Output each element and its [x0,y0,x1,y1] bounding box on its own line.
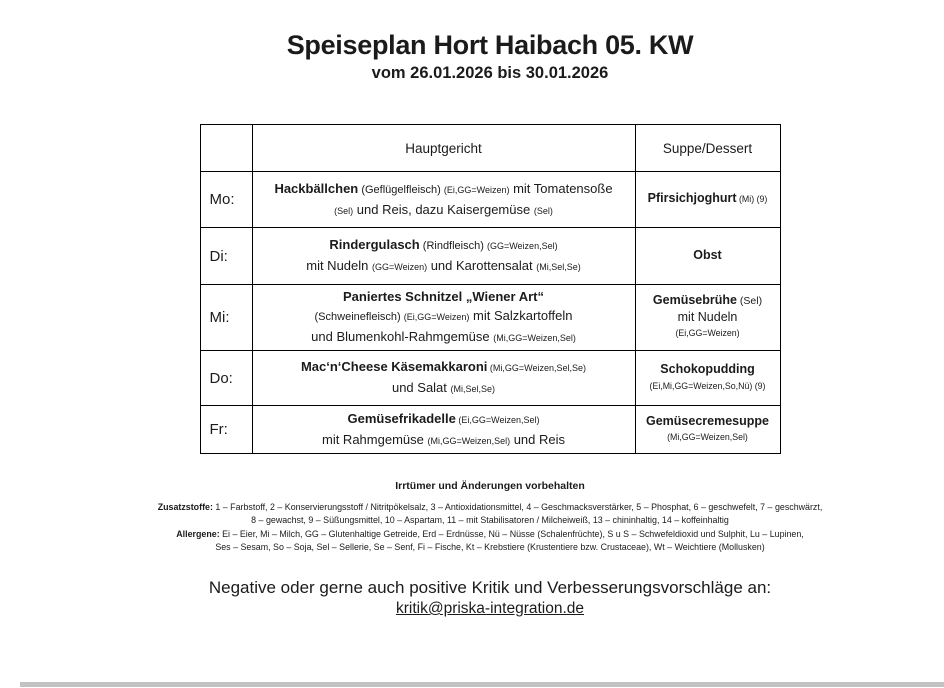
text-segment: Mac‘n‘Cheese Käsemakkaroni [300,359,488,374]
text-segment: (Mi) (9) [736,194,768,205]
horizontal-scrollbar[interactable] [20,682,944,687]
menu-line [640,325,776,342]
menu-line [640,378,776,395]
text-segment: (Schweinefleisch) [314,311,404,323]
footnote-block [36,501,944,527]
menu-line [259,430,629,451]
menu-row [200,172,780,228]
text-segment: (Sel) [533,205,553,216]
text-segment: und Karottensalat [427,258,537,273]
email-link[interactable]: kritik@priska-integration.de [395,600,585,617]
text-segment: (Geflügelfleisch) [358,183,444,196]
text-segment: (Mi,GG=Weizen,Sel) [667,432,748,442]
text-segment: und Reis [510,431,565,447]
text-segment: (Ei,GG=Weizen) [675,328,740,339]
text-segment: Pfirsichjoghurt [647,191,737,206]
page-subtitle: vom 26.01.2026 bis 30.01.2026 [371,64,609,82]
footnote-line: Zusatzstoffe: 1 – Farbstoff, 2 – Konservierungsstoff / Nitritpökelsalz, 3 – Antioxidationsmittel, 4 – Geschmacksverstärker, 5 – Phosphat, 6 – geschwefelt, 7 – geschwärzt, [157,502,823,512]
footnote-block [36,528,944,554]
footnote-line: Allergene: Ei – Eier, Mi – Milch, GG – Glutenhaltige Getreide, Erd – Erdnüsse, Nü – Nüsse (Schalenfrüchte), S u S – Schwefeldioxid und Sulphit, Lu – Lupinen, [176,529,804,539]
main-dish-cell [252,406,635,454]
header-day-cell [200,125,252,172]
day-label: Mo: [200,172,252,228]
main-dish-cell [252,172,635,228]
menu-row [200,406,780,454]
text-segment: Obst [693,248,722,263]
text-segment: Gemüsefrikadelle [347,410,456,426]
menu-line [640,310,776,326]
text-segment: und Reis, dazu Kaisergemüse [353,201,534,217]
menu-line [640,362,776,378]
day-label: Do: [200,351,252,406]
menu-line [259,306,629,327]
text-segment: (GG=Weizen) [371,262,428,272]
disclaimer-text: Irrtümer und Änderungen vorbehalten [395,480,585,492]
header-main-cell: Hauptgericht [252,125,635,172]
text-segment: Gemüsebrühe [652,293,737,308]
text-segment: (Ei,GG=Weizen,Sel) [455,414,540,425]
text-segment: und Salat [391,380,451,395]
menu-line [259,179,629,200]
text-segment: (Ei,GG=Weizen) [403,312,470,322]
menu-line [640,293,776,310]
text-segment: Schokopudding [660,362,755,376]
footnote-label: Zusatzstoffe: [157,502,216,512]
header-dessert-cell: Suppe/Dessert [635,125,780,172]
text-segment: (Mi,GG=Weizen,Sel) [493,333,576,343]
menu-row [200,351,780,406]
text-segment: und Blumenkohl-Rahmgemüse [311,329,494,344]
dessert-cell [635,406,780,454]
menu-line [259,256,629,277]
menu-row [200,228,780,285]
dessert-cell [635,228,780,285]
footnotes-section [36,501,944,554]
text-segment: (Mi,Sel,Se) [536,262,581,272]
menu-line [640,248,776,264]
text-segment: mit Salzkartoffeln [469,308,573,323]
dessert-cell [635,172,780,228]
text-segment: (Rindfleisch) [419,240,487,252]
text-segment: mit Tomatensoße [509,180,613,196]
menu-line [640,429,776,446]
text-segment: (GG=Weizen,Sel) [486,241,558,251]
menu-line [640,414,776,430]
day-label: Di: [200,228,252,285]
text-segment: (Ei,GG=Weizen) [443,184,510,195]
text-segment: Paniertes Schnitzel „Wiener Art“ [343,289,544,304]
text-segment: Rindergulasch [329,237,420,252]
menu-line [259,357,629,378]
menu-line [259,327,629,348]
main-dish-cell [252,351,635,406]
dessert-cell [635,351,780,406]
header-row [200,125,780,172]
menu-table [200,124,781,454]
text-segment: (Mi,GG=Weizen,Sel,Se) [487,363,587,373]
text-segment: mit Nudeln [677,309,738,324]
email-row [36,598,944,618]
day-label: Fr: [200,406,252,454]
menu-table-body [200,172,780,454]
menu-line [259,409,629,430]
day-label: Mi: [200,285,252,351]
main-dish-cell [252,285,635,351]
text-segment: mit Nudeln [306,258,372,273]
page-title: Speiseplan Hort Haibach 05. KW [286,30,694,60]
text-segment: (Mi,Sel,Se) [450,384,496,394]
text-segment: (Ei,Mi,GG=Weizen,So,Nü) (9) [649,380,766,391]
footnote-line: Ses – Sesam, So – Soja, Sel – Sellerie, Se – Senf, Fi – Fische, Kt – Krebstiere (Krustentiere bzw. Crustaceae), Wt – Weichtiere (Mollusken) [215,542,765,552]
menu-line [259,287,629,306]
text-segment: (Mi,GG=Weizen,Sel) [427,435,511,446]
menu-line [259,235,629,256]
main-dish-cell [252,228,635,285]
menu-row [200,285,780,351]
text-segment: Gemüsecremesuppe [646,413,769,428]
text-segment: (Sel) [334,205,354,216]
text-segment: Hackbällchen [274,180,359,196]
footnote-label: Allergene: [176,529,223,539]
dessert-cell [635,285,780,351]
menu-line [259,200,629,221]
footnote-line: 8 – gewachst, 9 – Süßungsmittel, 10 – Aspartam, 11 – mit Stabilisatoren / Milcheiweiß, 13 – chininhaltig, 14 – koffeinhaltig [251,515,729,525]
menu-line [259,378,629,399]
menu-line [640,191,776,208]
contact-line: Negative oder gerne auch positive Kritik und Verbesserungsvorschläge an: [208,578,772,597]
text-segment: mit Rahmgemüse [321,431,428,447]
text-segment: (Sel) [736,295,763,308]
